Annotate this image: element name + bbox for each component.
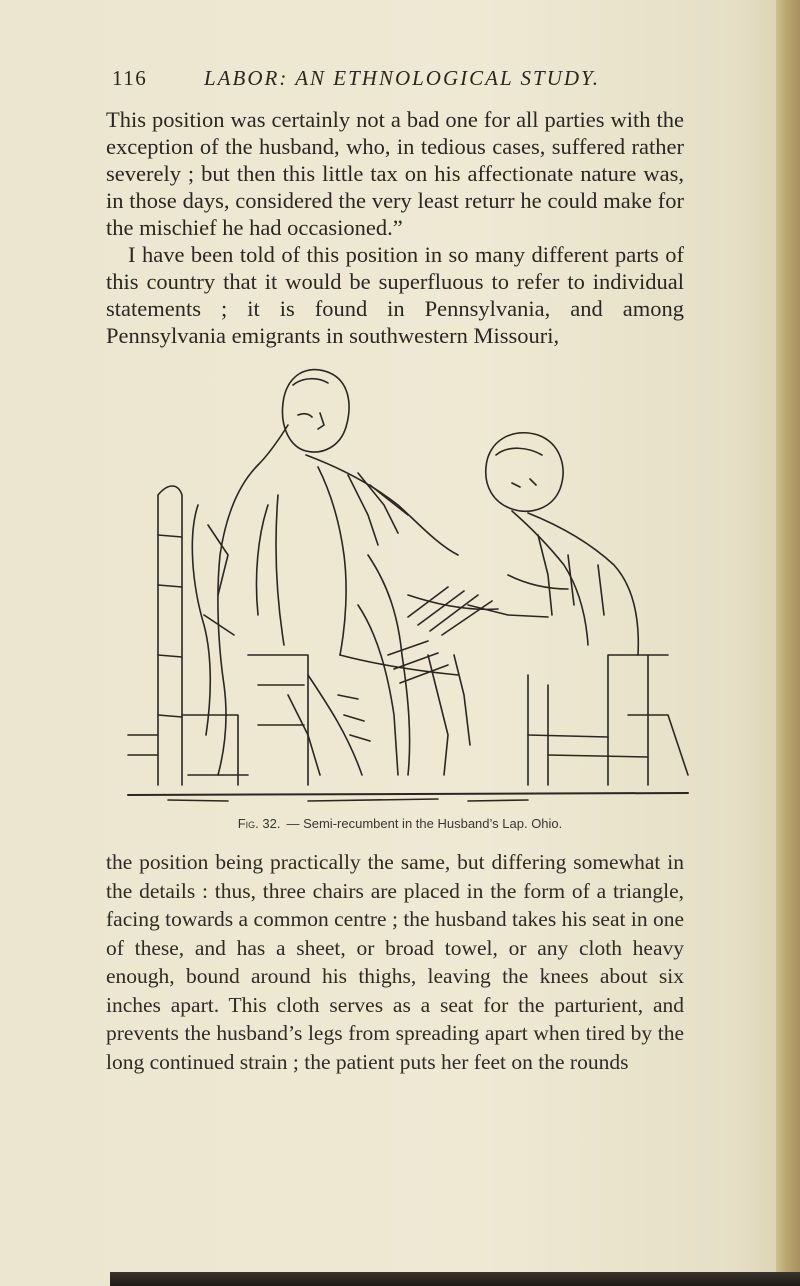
paragraph-3: the position being practically the same, but differing somewhat in the details : thus, three chairs are placed in the form of a triangle, facing towards a common centre ; the husband takes his seat in one of these, and has a sheet, or broad towel, or any cloth heavy enough, bound around his thighs, leaving the knees about six inches apart. This cloth serves as a seat for the parturient, and prevents the husband’s legs from spreading apart when tired by the long continued strain ; the patient puts her feet on the rounds <box>106 850 684 1074</box>
running-title: LABOR: AN ETHNOLOGICAL STUDY. <box>204 66 601 90</box>
running-head <box>108 66 708 96</box>
text-block-top <box>106 106 684 349</box>
figure-illustration <box>108 355 698 805</box>
figure-label: Fig. 32. <box>237 816 281 831</box>
scan-bottom-bar <box>110 1272 800 1286</box>
paragraph-1: This position was certainly not a bad one for all parties with the exception of the husband, who, in tedious cases, suffered rather severely ; but then this little tax on his affectionate nature was, in those days, considered the very least returr he could make for the mischief he had occasioned.” <box>106 107 684 240</box>
line-drawing-illustration <box>108 355 698 805</box>
page-edge <box>776 0 800 1286</box>
paragraph-2: I have been told of this position in so many different parts of this country that it would be superfluous to refer to individual statements ; it is found in Pennsylvania, and among Pennsylvania emigrants in southwestern Missouri, <box>106 242 684 348</box>
figure-caption-text: — Semi-recumbent in the Husband’s Lap. Ohio. <box>286 816 563 831</box>
figure-caption <box>0 816 800 831</box>
text-block-bottom <box>106 848 684 1076</box>
page-number: 116 <box>112 66 148 90</box>
